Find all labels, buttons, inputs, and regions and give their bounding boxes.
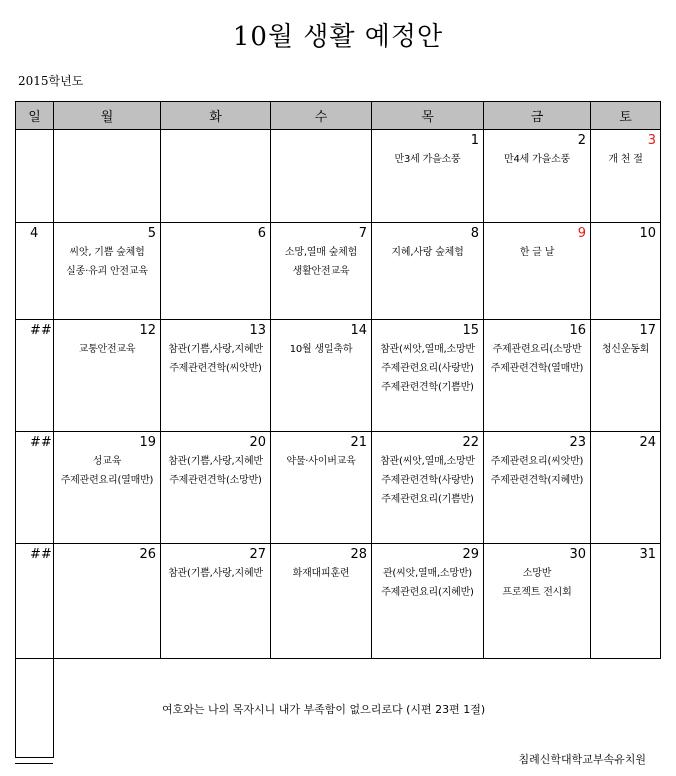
day-number: 14 (350, 323, 367, 338)
event-text: 씨앗, 기쁨 숲체험 (69, 247, 145, 258)
day-number: 23 (569, 435, 586, 450)
day-cell (271, 223, 372, 320)
week-row (16, 223, 661, 320)
day-cell (372, 130, 484, 223)
day-number: 3 (647, 133, 656, 148)
week-row (16, 544, 661, 659)
day-number: 4 (30, 226, 39, 241)
day-cell (161, 544, 271, 659)
day-number (54, 130, 160, 135)
day-cell (484, 544, 591, 659)
day-number: 24 (639, 435, 656, 450)
day-number: 17 (639, 323, 656, 338)
weekday-tue: 화 (161, 102, 271, 130)
day-cell (591, 544, 661, 659)
day-cell (161, 223, 271, 320)
event-text: 참관(씨앗,열매,소망반 (380, 456, 475, 467)
event-text: 실종·유괴 안전교육 (66, 266, 148, 277)
week-row (16, 432, 661, 544)
day-cell (591, 432, 661, 544)
day-cell (591, 320, 661, 432)
day-number: 19 (139, 435, 156, 450)
day-cell (484, 130, 591, 223)
day-number (271, 130, 371, 135)
week-row (16, 320, 661, 432)
day-number: 16 (569, 323, 586, 338)
event-text: 생활안전교육 (292, 266, 350, 277)
event-text: 주제관련요리(지혜반) (381, 587, 474, 598)
event-text: 주제관련견학(지혜반) (490, 475, 584, 486)
weekday-header-row (16, 102, 661, 130)
day-cell (271, 432, 372, 544)
day-number: 15 (462, 323, 479, 338)
weekday-fri: 금 (484, 102, 591, 130)
day-number: 5 (147, 226, 156, 241)
weekday-sun: 일 (16, 102, 54, 130)
day-cell (484, 432, 591, 544)
day-cell (16, 320, 54, 432)
day-number: ## (30, 435, 52, 450)
day-number: 13 (249, 323, 266, 338)
event-text: 교통안전교육 (78, 344, 136, 355)
day-number: ## (30, 323, 52, 338)
day-cell (161, 432, 271, 544)
page-title: 10월 생활 예정안 (232, 22, 444, 52)
day-number: 7 (358, 226, 367, 241)
footer-divider (15, 763, 53, 764)
calendar-weeks (16, 130, 661, 659)
calendar-grid (15, 101, 661, 758)
day-cell (54, 432, 161, 544)
day-cell (54, 320, 161, 432)
day-number: 12 (139, 323, 156, 338)
day-cell (372, 544, 484, 659)
event-text: 소망반 (522, 568, 552, 579)
day-cell (484, 223, 591, 320)
event-text: 약물·사이버교육 (286, 456, 356, 467)
day-number (16, 130, 53, 135)
day-cell (372, 223, 484, 320)
day-number (161, 130, 270, 135)
school-name: 침례신학대학교부속유치원 (518, 753, 646, 766)
weekday-thu: 목 (372, 102, 484, 130)
event-text: 만3세 가을소풍 (394, 154, 461, 165)
day-number: 26 (139, 547, 156, 562)
day-number: 30 (569, 547, 586, 562)
event-text: 주제관련견학(기쁨반) (381, 382, 474, 393)
day-number: 6 (257, 226, 266, 241)
event-text: 개 천 절 (608, 154, 643, 165)
week-row (16, 130, 661, 223)
event-text: 참관(기쁨,사랑,지혜반 (168, 456, 263, 467)
event-text: 성교육 (92, 456, 122, 467)
event-text: 주제관련요리(기쁨반) (381, 494, 474, 505)
event-text: 주제관련견학(사랑반) (381, 475, 474, 486)
event-text: 프로젝트 전시회 (502, 587, 572, 598)
school-year: 2015학년도 (18, 74, 84, 88)
day-cell (271, 130, 372, 223)
event-text: 한 글 날 (519, 247, 555, 258)
day-number: 20 (249, 435, 266, 450)
event-text: 주제관련요리(소망반 (492, 344, 582, 355)
day-cell (54, 544, 161, 659)
day-cell (54, 130, 161, 223)
day-number: 27 (249, 547, 266, 562)
day-cell (16, 223, 54, 320)
day-number: 29 (462, 547, 479, 562)
event-text: 주제관련견학(열매반) (490, 363, 584, 374)
event-text: 청신운동회 (601, 344, 650, 355)
day-number: 9 (577, 226, 586, 241)
day-cell (16, 130, 54, 223)
weekday-wed: 수 (271, 102, 372, 130)
day-number: 2 (577, 133, 586, 148)
day-cell (591, 223, 661, 320)
weekday-mon: 월 (54, 102, 161, 130)
event-text: 소망,열매 숲체험 (284, 247, 358, 258)
day-cell (591, 130, 661, 223)
day-cell (16, 544, 54, 659)
day-number: ## (30, 547, 52, 562)
weekday-sat: 토 (591, 102, 661, 130)
bible-verse: 여호와는 나의 목자시니 내가 부족함이 없으리로다 (시편 23편 1절) (162, 703, 486, 716)
event-text: 주제관련견학(씨앗반) (169, 363, 262, 374)
day-cell (161, 130, 271, 223)
day-number: 8 (470, 226, 479, 241)
footer-left-cell (16, 659, 54, 758)
day-number: 31 (639, 547, 656, 562)
day-cell (161, 320, 271, 432)
event-text: 10월 생일축하 (289, 344, 353, 355)
day-cell (372, 320, 484, 432)
day-cell (54, 223, 161, 320)
day-number: 1 (470, 133, 479, 148)
day-number: 28 (350, 547, 367, 562)
day-cell (484, 320, 591, 432)
day-number: 21 (350, 435, 367, 450)
day-number: 22 (462, 435, 479, 450)
event-text: 참관(씨앗,열매,소망반 (380, 344, 475, 355)
event-text: 관(씨앗,열매,소망반) (382, 568, 473, 579)
event-text: 지혜,사랑 숲체험 (391, 247, 464, 258)
event-text: 만4세 가을소풍 (504, 154, 570, 165)
event-text: 주제관련요리(열매반) (60, 475, 154, 486)
day-number: 10 (639, 226, 656, 241)
day-cell (372, 432, 484, 544)
day-cell (16, 432, 54, 544)
day-cell (271, 320, 372, 432)
event-text: 주제관련견학(소망반) (169, 475, 262, 486)
event-text: 화재대피훈련 (292, 568, 350, 579)
event-text: 주제관련요리(사랑반) (381, 363, 474, 374)
event-text: 참관(기쁨,사랑,지혜반 (168, 568, 263, 579)
day-cell (271, 544, 372, 659)
event-text: 참관(기쁨,사랑,지혜반 (168, 344, 263, 355)
event-text: 주제관련요리(씨앗반) (490, 456, 584, 467)
